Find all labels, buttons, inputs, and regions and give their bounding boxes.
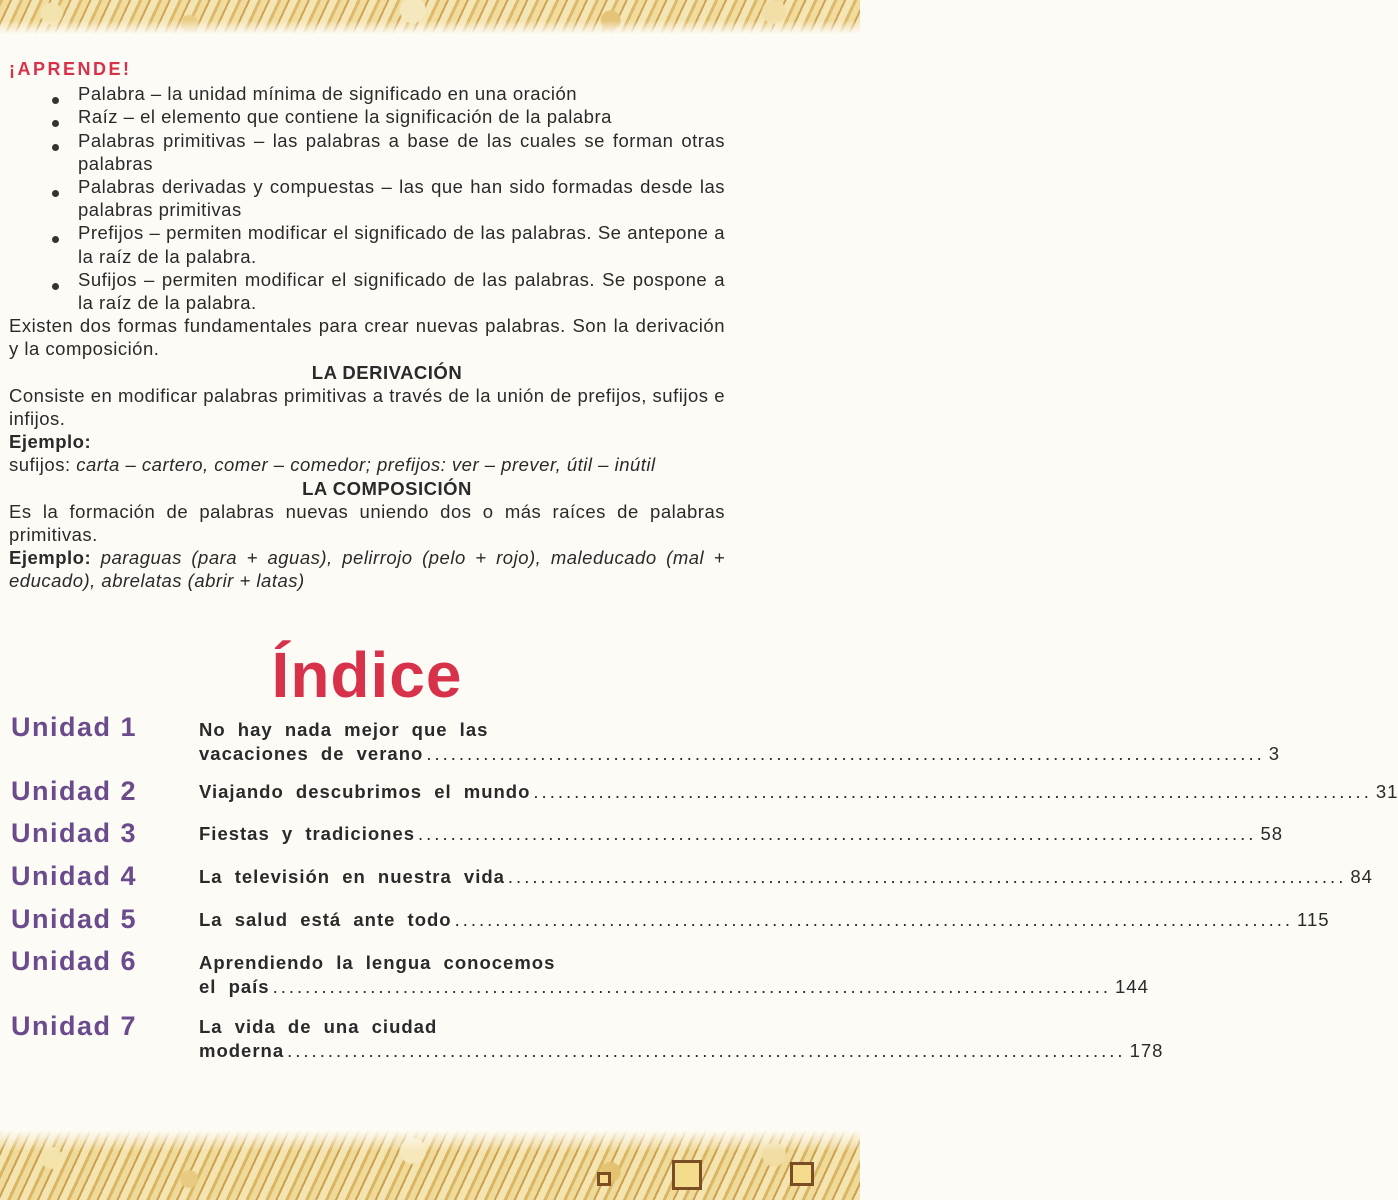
list-item: Sufijos – permiten modificar el significado de las palabras. Se pospone a la raíz de la palabra.	[45, 268, 725, 314]
entry-title-line1: La vida de una ciudad	[199, 1016, 438, 1037]
toc-row-unit-1[interactable]	[11, 712, 1281, 776]
entry-title: La salud está ante todo	[199, 909, 452, 930]
entry-title-line2: moderna	[199, 1040, 285, 1061]
leader-dots	[273, 975, 1111, 999]
toc-row-unit-2[interactable]	[11, 776, 1398, 818]
unit-label: Unidad 3	[11, 818, 138, 848]
sufijos-examples: carta – cartero, comer – comedor;	[76, 454, 372, 476]
list-item: Palabra – la unidad mínima de significado en una oración	[45, 82, 725, 105]
entry-title-line1: No hay nada mejor que las	[199, 719, 489, 740]
page-number: 115	[1297, 909, 1330, 930]
derivacion-title: LA DERIVACIÓN	[311, 361, 463, 383]
page-number: 31	[1375, 781, 1398, 802]
leader-dots	[287, 1039, 1125, 1063]
toc-row-unit-4[interactable]	[11, 861, 1373, 904]
page-number: 58	[1260, 823, 1284, 844]
derivacion-ejemplo-label: Ejemplo:	[9, 431, 92, 453]
intro-paragraph: Existen dos formas fundamentales para crear nuevas palabras. Son la derivación y la composición.	[9, 315, 725, 360]
unit-label: Unidad 2	[11, 776, 138, 806]
entry-title-line2: el país	[199, 976, 270, 997]
aprende-section	[9, 58, 725, 593]
unit-label: Unidad 6	[11, 946, 138, 976]
leader-dots	[455, 908, 1293, 932]
toc-row-unit-7[interactable]	[11, 1011, 1164, 1075]
entry-title-line2: vacaciones de verano	[199, 743, 424, 764]
list-item: Raíz – el elemento que contiene la significación de la palabra	[45, 105, 725, 128]
composicion-ejemplo-label: Ejemplo:	[9, 547, 92, 569]
page-number: 178	[1129, 1040, 1164, 1061]
prefijos-examples: prefijos: ver – prever, útil – inútil	[377, 454, 656, 476]
composicion-example-list: paraguas (para + aguas), pelirrojo (pelo + rojo), maleducado (mal + educado), abrelatas (abrir + latas)	[9, 547, 726, 592]
table-of-contents	[11, 712, 1398, 1075]
derivacion-text: Consiste en modificar palabras primitivas a través de la unión de prefijos, sufijos e infijos.	[9, 384, 725, 430]
toc-row-unit-5[interactable]	[11, 904, 1330, 946]
leader-dots	[426, 742, 1264, 766]
decorative-square-icon	[790, 1162, 814, 1186]
entry-title: La televisión en nuestra vida	[199, 866, 505, 887]
entry-title: Viajando descubrimos el mundo	[199, 781, 531, 802]
page-number: 144	[1115, 976, 1149, 997]
decorative-bottom-border	[0, 1130, 860, 1200]
composicion-examples	[9, 546, 725, 592]
leader-dots	[418, 822, 1256, 846]
leader-dots	[508, 865, 1346, 889]
aprende-heading: ¡APRENDE!	[9, 59, 132, 79]
sufijos-label: sufijos:	[9, 454, 71, 476]
leader-dots	[533, 780, 1371, 804]
unit-label: Unidad 1	[11, 712, 138, 742]
indice-title: Índice	[271, 639, 463, 711]
definitions-list	[9, 82, 725, 314]
list-item: Palabras derivadas y compuestas – las que han sido formadas desde las palabras primitivas	[45, 175, 725, 221]
entry-title: Fiestas y tradiciones	[199, 823, 416, 844]
decorative-top-border	[0, 0, 860, 34]
list-item: Prefijos – permiten modificar el significado de las palabras. Se antepone a la raíz de la palabra.	[45, 221, 725, 267]
decorative-square-icon	[672, 1160, 702, 1190]
entry-title-line1: Aprendiendo la lengua conocemos	[199, 952, 556, 973]
unit-label: Unidad 7	[11, 1011, 138, 1041]
composicion-title: LA COMPOSICIÓN	[302, 477, 472, 499]
list-item: Palabras primitivas – las palabras a base de las cuales se forman otras palabras	[45, 129, 725, 175]
unit-label: Unidad 5	[11, 904, 138, 934]
decorative-square-icon	[597, 1172, 611, 1186]
page-number: 3	[1268, 743, 1281, 764]
composicion-text: Es la formación de palabras nuevas uniendo dos o más raíces de palabras primitivas.	[9, 500, 725, 546]
toc-row-unit-3[interactable]	[11, 818, 1284, 861]
derivacion-examples	[9, 453, 725, 476]
toc-row-unit-6[interactable]	[11, 946, 1149, 1011]
unit-label: Unidad 4	[11, 861, 138, 891]
page-number: 84	[1350, 866, 1373, 887]
